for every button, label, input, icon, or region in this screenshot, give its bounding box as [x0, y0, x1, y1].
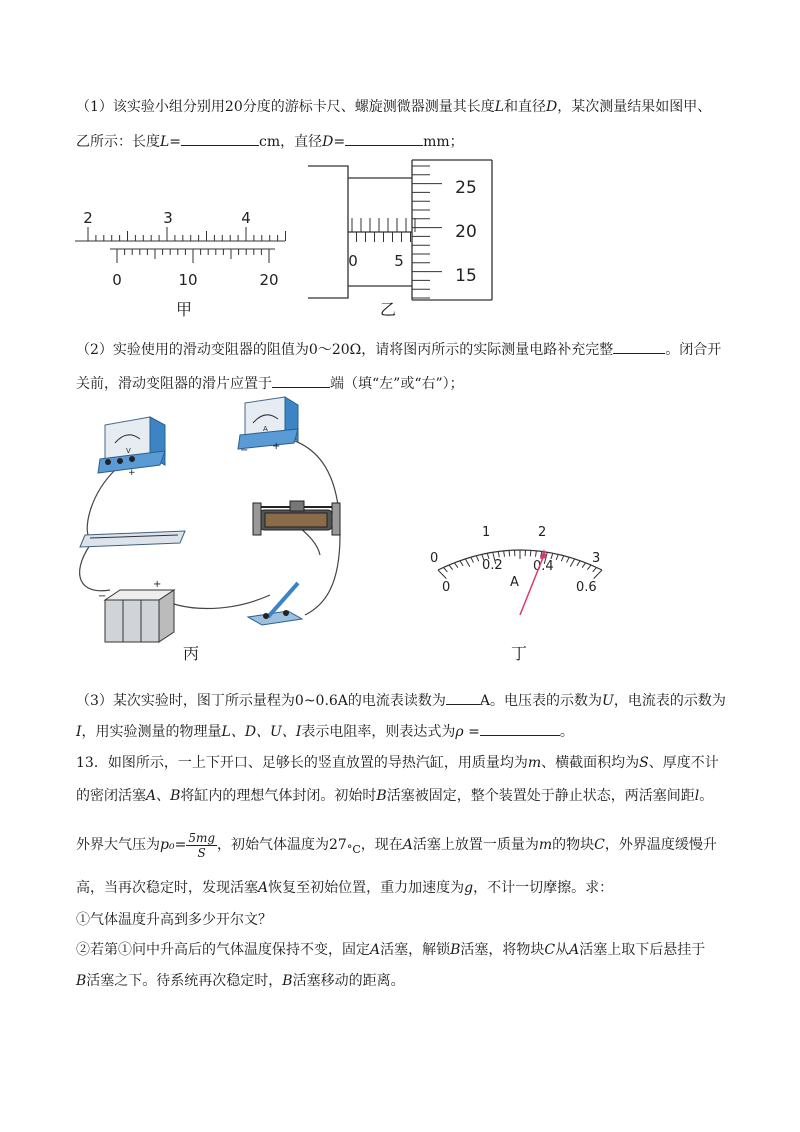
caliper-main-label: 3 — [163, 209, 173, 227]
text: 外界大气压为 — [76, 837, 160, 853]
ammeter-letter: A — [263, 425, 268, 433]
dial-top-label: 2 — [538, 525, 547, 540]
text: 和直径 — [504, 99, 547, 115]
text: 的物块 — [552, 837, 595, 853]
dial-tick — [465, 559, 469, 567]
text: ，电流表的示数为 — [613, 693, 726, 709]
text: （3）某次实验时，图丁所示量程为0~0.6A的电流表读数为 — [76, 693, 446, 709]
caliper-main-label: 2 — [83, 209, 93, 227]
dial-tick — [460, 561, 463, 566]
text: ，不计一切摩擦。求： — [473, 880, 614, 896]
dial-tick — [438, 570, 446, 579]
answer-blank-diameter[interactable] — [345, 131, 423, 146]
ammeter-minus: − — [240, 445, 249, 456]
var: l — [694, 788, 700, 804]
dial-bottom-label: 0.2 — [482, 558, 503, 573]
text: 。闭合开 — [665, 342, 722, 358]
answer-blank-circuit[interactable] — [613, 339, 665, 354]
q12-part2-line1 — [76, 339, 721, 360]
dial-top-label: 0 — [430, 551, 439, 566]
micrometer-thimble-label: 20 — [455, 222, 477, 242]
battery-plus: + — [153, 579, 162, 590]
answer-blank-ammeter-reading[interactable] — [446, 690, 480, 705]
dial-bottom-label: 0.6 — [576, 580, 597, 595]
text: 从 — [555, 942, 570, 958]
dial-unit: A — [510, 575, 519, 590]
text: 活塞上放置一质量为 — [412, 837, 539, 853]
dial-tick — [476, 556, 478, 561]
dial-tick — [587, 565, 591, 570]
q13-line4 — [76, 878, 613, 898]
var: C — [544, 942, 556, 958]
figure-label-ding: 丁 — [511, 644, 528, 663]
var: m — [527, 755, 542, 771]
var: m — [538, 837, 553, 853]
var: A — [146, 788, 157, 804]
var: B — [376, 788, 387, 804]
text: ，现在 — [360, 837, 403, 853]
ammeter-icon — [238, 397, 298, 456]
var: D= — [322, 134, 346, 150]
text: 13．如图所示，一上下开口、足够长的竖直放置的导热汽缸，用质量均为 — [76, 755, 528, 771]
dial-bottom-label: 0.4 — [533, 559, 554, 574]
text: 端（填“左”或“右”）； — [330, 376, 464, 392]
caliper-vernier-label: 0 — [112, 271, 122, 289]
var: B — [282, 973, 293, 989]
text: 活塞，将物块 — [460, 942, 545, 958]
var: L — [494, 99, 505, 115]
battery-pack-icon — [98, 579, 174, 642]
var: B — [170, 788, 181, 804]
text: 的密闭活塞 — [76, 788, 146, 804]
micrometer-thimble-label: 25 — [455, 178, 477, 198]
voltmeter-letter: V — [126, 447, 131, 455]
text: 恢复至初始位置，重力加速度为 — [268, 880, 465, 896]
text: 高，当再次稳定时，发现活塞 — [76, 880, 258, 896]
unit: °C — [346, 843, 361, 856]
dial-tick — [509, 550, 510, 556]
text: （1）该实验小组分别用20分度的游标卡尺、螺旋测微器测量其长度 — [76, 99, 495, 115]
text: 、厚度不计 — [648, 755, 719, 771]
text: 活塞之下。待系统再次稳定时， — [86, 973, 283, 989]
voltmeter-plus: + — [128, 468, 136, 478]
circuit-figure — [60, 395, 360, 645]
text: 、横截面积均为 — [541, 755, 640, 771]
micrometer-thimble-label: 15 — [455, 266, 477, 286]
dial-tick — [443, 567, 447, 572]
text: 关前，滑动变阻器的滑片应置于 — [76, 376, 272, 392]
dial-tick — [530, 550, 531, 556]
figure-label-yi: 乙 — [380, 300, 397, 319]
voltmeter-icon — [98, 417, 165, 478]
text: 活塞上取下后悬挂于 — [579, 942, 706, 958]
var: L、D、U、I — [221, 724, 302, 740]
text: cm，直径 — [259, 134, 323, 150]
text: ，初始气体温度为27 — [217, 837, 347, 853]
answer-blank-resistivity[interactable] — [480, 721, 560, 736]
text: 。 — [559, 724, 574, 740]
dial-tick — [556, 554, 558, 560]
var: ρ = — [455, 724, 480, 740]
fraction-denominator: S — [197, 845, 206, 860]
q13-item1 — [76, 910, 272, 930]
dial-tick — [454, 563, 457, 568]
var: D — [546, 99, 558, 115]
fraction-5mg-over-s — [186, 831, 217, 860]
text: 表示电阻率，则表达式为 — [301, 724, 456, 740]
answer-blank-length[interactable] — [181, 131, 259, 146]
text: 。 — [699, 788, 714, 804]
text: （2）实验使用的滑动变阻器的阻值为0～20Ω，请将图丙所示的实际测量电路补充完整 — [76, 342, 614, 358]
text: 活塞移动的距离。 — [292, 973, 405, 989]
dial-tick — [570, 559, 574, 567]
caliper-vernier-label: 20 — [259, 271, 279, 289]
ammeter-plus: + — [272, 441, 281, 452]
var: g — [464, 880, 474, 896]
dial-tick — [582, 563, 585, 568]
var: B — [76, 973, 87, 989]
text: 将缸内的理想气体封闭。初始时 — [180, 788, 377, 804]
text: ，用实验测量的物理量 — [81, 724, 222, 740]
dial-bottom-label: 0 — [442, 580, 451, 595]
var: C — [594, 837, 605, 853]
var: U — [602, 693, 614, 709]
q13-line3 — [76, 827, 717, 868]
q12-part1-line1 — [76, 97, 711, 117]
answer-blank-slider-end[interactable] — [272, 373, 330, 388]
caliper-main-label: 4 — [241, 209, 251, 227]
text: ①气体温度升高到多少开尔文？ — [76, 912, 272, 928]
micrometer-figure — [300, 158, 500, 303]
q12-part1-line2 — [76, 131, 464, 152]
dial-tick — [449, 565, 453, 570]
text: 乙所示：长度 — [76, 134, 160, 150]
fraction-numerator: 5mg — [188, 830, 216, 845]
q13-item3 — [76, 971, 405, 991]
dial-top-label: 3 — [592, 551, 601, 566]
text: 、 — [156, 788, 171, 804]
text: 活塞被固定，整个装置处于静止状态，两活塞间距 — [386, 788, 695, 804]
battery-minus: − — [98, 591, 107, 602]
resistance-wire-board — [80, 531, 185, 547]
var: S — [639, 755, 649, 771]
var: B — [450, 942, 461, 958]
dial-tick — [471, 557, 474, 562]
figure-label-bing: 丙 — [183, 644, 200, 663]
var: A — [569, 942, 580, 958]
var: L= — [160, 134, 182, 150]
q13-line1 — [76, 753, 719, 773]
sliding-rheostat-icon — [253, 501, 340, 535]
dial-tick — [567, 557, 570, 562]
dial-tick — [561, 556, 563, 561]
caliper-vernier-label: 10 — [178, 271, 198, 289]
dial-tick — [498, 551, 499, 557]
text: A。电压表的示数为 — [479, 693, 603, 709]
q12-part2-line2 — [76, 373, 464, 394]
var: A — [402, 837, 413, 853]
dial-tick — [577, 561, 580, 566]
dial-tick — [504, 551, 505, 557]
q13-line2 — [76, 786, 713, 806]
q13-item2 — [76, 940, 705, 960]
dial-tick — [594, 570, 602, 579]
var: I — [76, 724, 82, 740]
q12-part3-line1 — [76, 690, 726, 711]
micrometer-sleeve-label: 0 — [348, 252, 358, 270]
text: ②若第①问中升高后的气体温度保持不变，固定 — [76, 942, 370, 958]
dial-tick — [535, 551, 536, 557]
micrometer-sleeve-label: 5 — [394, 252, 404, 270]
dial-top-label: 1 — [482, 525, 491, 540]
text: 活塞，解锁 — [380, 942, 451, 958]
ammeter-dial-figure — [420, 515, 620, 625]
var: p₀= — [160, 837, 187, 853]
figure-label-jia: 甲 — [176, 300, 193, 319]
vernier-caliper-figure — [70, 205, 295, 295]
text: ，某次测量结果如图甲、 — [557, 99, 712, 115]
q12-part3-line2 — [76, 721, 574, 742]
var: A — [370, 942, 381, 958]
text: ，外界温度缓慢升 — [604, 837, 717, 853]
switch-icon — [248, 583, 302, 625]
text: mm； — [423, 134, 464, 150]
var: A — [258, 880, 269, 896]
dial-tick — [593, 567, 597, 572]
